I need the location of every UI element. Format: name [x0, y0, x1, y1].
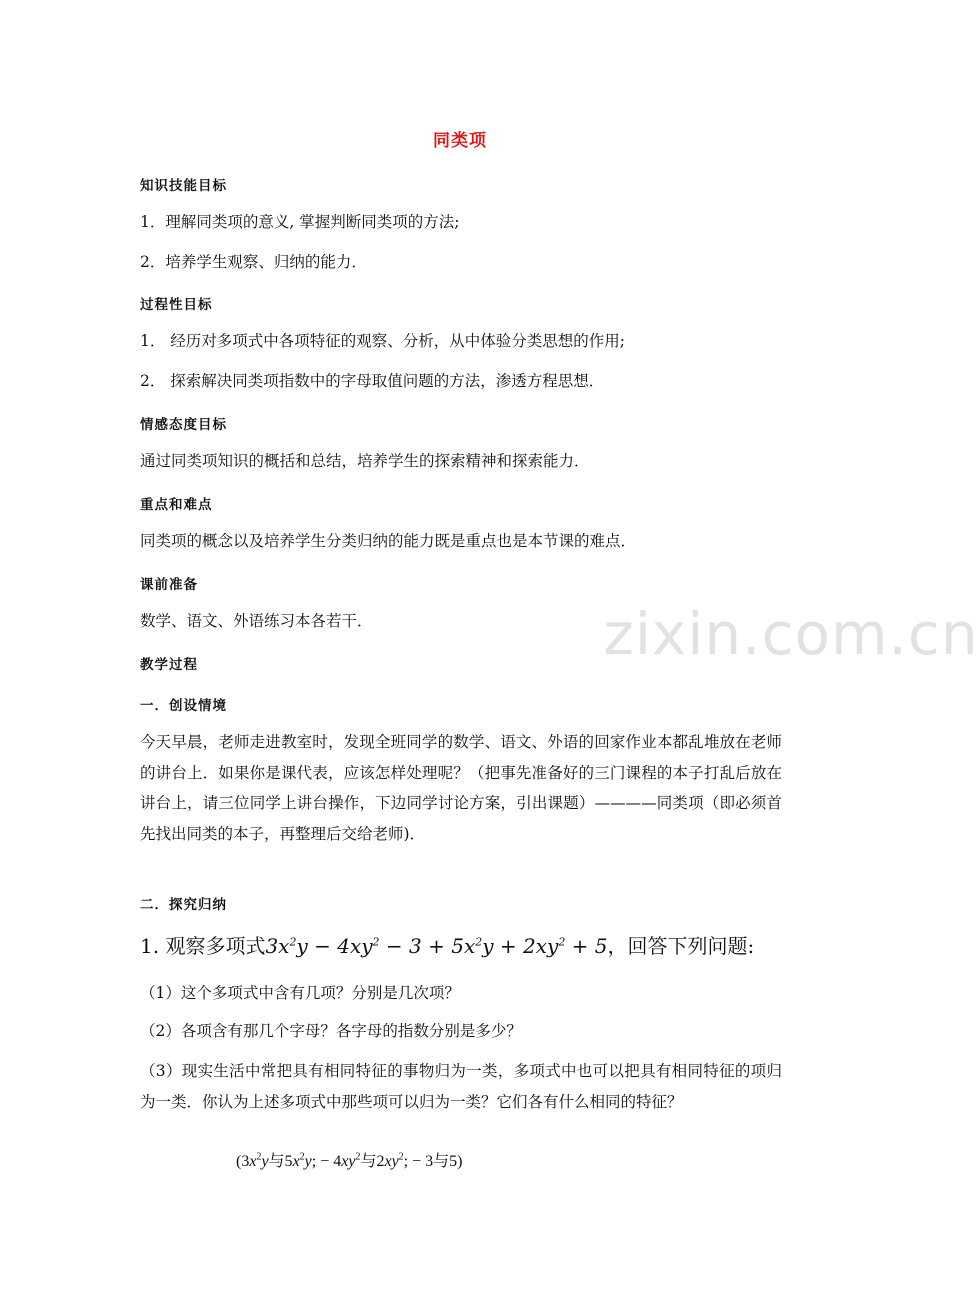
- heading-part-2: 二．探究归纳: [140, 897, 227, 913]
- heading-key-points: 重点和难点: [140, 497, 213, 513]
- heading-process-goals: 过程性目标: [140, 297, 213, 313]
- sub-question-3: （3）现实生活中常把具有相同特征的事物归为一类，多项式中也可以把具有相同特征的项归为一类．你认为上述多项式中那些项可以归为一类？它们各有什么相同的特征？: [140, 1062, 782, 1111]
- key-points-text: 同类项的概念以及培养学生分类归纳的能力既是重点也是本节课的难点．: [140, 532, 637, 550]
- watermark: zixin.com.cn: [603, 600, 979, 668]
- polynomial-formula: $3x^2y - 4xy^2 - 3 + 5x^2y + 2xy^2 + 5$: [265, 934, 608, 958]
- heading-knowledge-goals: 知识技能目标: [140, 178, 227, 194]
- knowledge-goal-2: 2．培养学生观察、归纳的能力．: [140, 253, 367, 271]
- heading-preparation: 课前准备: [140, 577, 198, 593]
- process-goal-2: 2． 探索解决同类项指数中的字母取值问题的方法，渗透方程思想．: [140, 372, 605, 390]
- document-title: 同类项: [433, 131, 487, 151]
- heading-teaching-process: 教学过程: [140, 657, 198, 673]
- sub-question-2: （2）各项含有那几个字母？各字母的指数分别是多少？: [140, 1022, 522, 1040]
- knowledge-goal-1: 1．理解同类项的意义, 掌握判断同类项的方法;: [140, 213, 460, 231]
- process-goal-1: 1． 经历对多项式中各项特征的观察、分析，从中体验分类思想的作用;: [140, 332, 626, 350]
- part-1-paragraph: 今天早晨，老师走进教室时，发现全班同学的数学、语文、外语的回家作业本都乱堆放在老师的讲台上．如果你是课代表，应该怎样处理呢？（把事先准备好的三门课程的本子打乱后放在讲台上，请三位同学上讲台操作，下边同学讨论方案，引出课题）————同类项（即必须首先找出同类的本子，再整理后交给老师)．: [140, 733, 782, 843]
- sub-question-1: （1）这个多项式中含有几项？分别是几次项？: [140, 984, 460, 1002]
- question-1: [140, 930, 754, 959]
- question-1-suffix: ，回答下列问题:: [607, 934, 755, 958]
- heading-emotion-goals: 情感态度目标: [140, 417, 227, 433]
- emotion-goal-text: 通过同类项知识的概括和总结，培养学生的探索精神和探索能力．: [140, 452, 590, 470]
- question-1-prefix: 1. 观察多项式: [140, 934, 266, 958]
- heading-part-1: 一．创设情境: [140, 698, 227, 714]
- answer-formula: ($3x^2y$与$5x^2y$; − $4xy^2$与$2xy^2$; − 3与5): [236, 1151, 463, 1170]
- preparation-text: 数学、语文、外语练习本各若干．: [140, 612, 373, 630]
